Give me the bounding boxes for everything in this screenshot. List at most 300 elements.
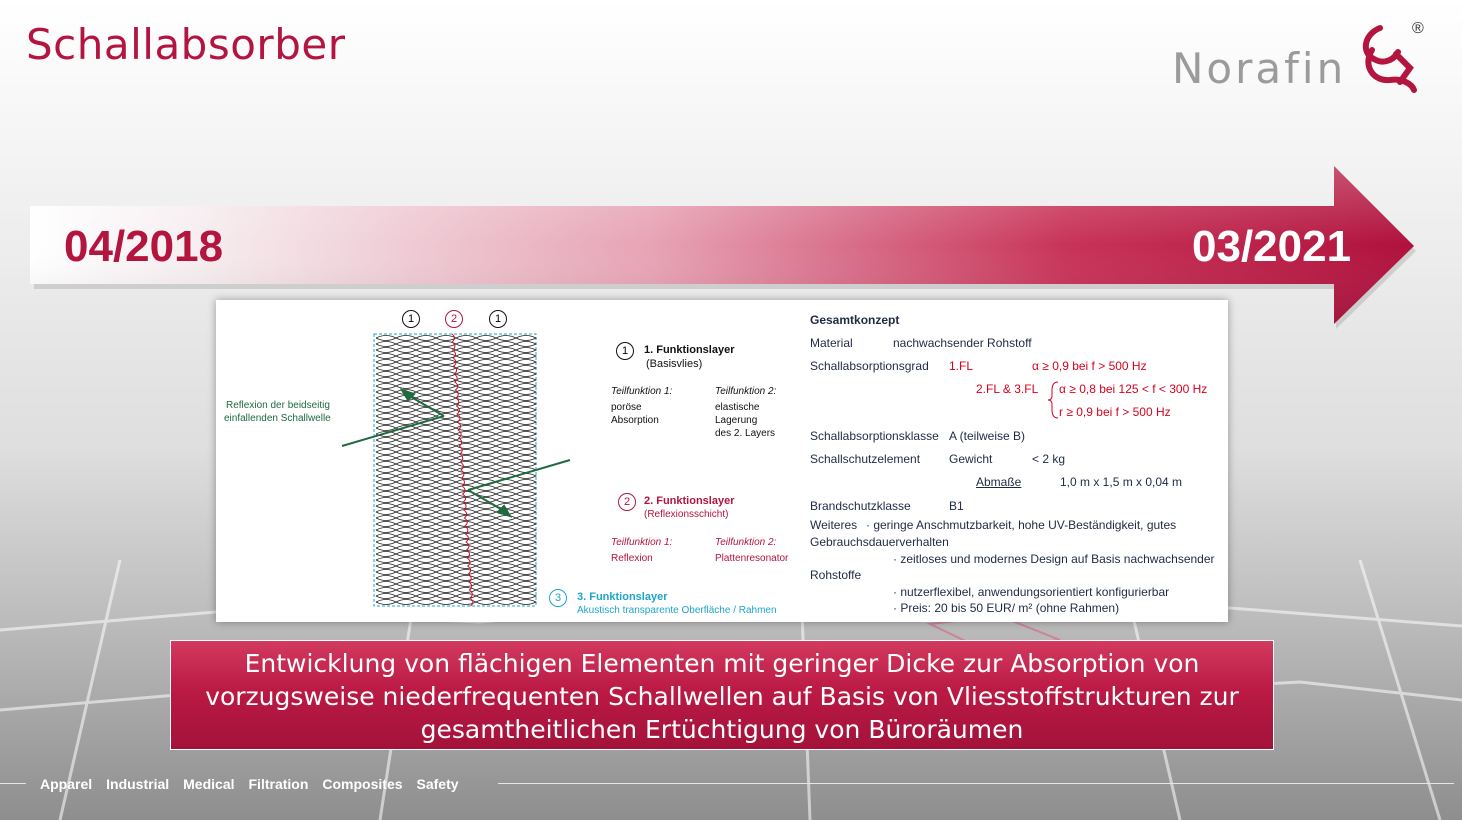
fiber-loop	[376, 444, 396, 449]
reflection-label-1: Reflexion der beidseitig	[226, 400, 330, 411]
fiber-loop	[396, 486, 416, 491]
fiber-loop	[376, 474, 396, 479]
fiber-loop	[516, 396, 536, 401]
fiber-loop	[416, 354, 436, 359]
fiber-loop	[416, 516, 436, 521]
fiber-loop	[436, 468, 456, 473]
footer-link-composites[interactable]: Composites	[322, 776, 403, 792]
fiber-loop	[516, 528, 536, 533]
layer1-title: 1. Funktionslayer	[644, 344, 735, 356]
spec-fl23-value1: α ≥ 0,8 bei 125 < f < 300 Hz	[1059, 382, 1208, 396]
fiber-loop	[376, 420, 396, 425]
fiber-loop	[416, 444, 436, 449]
fiber-loop	[436, 552, 456, 557]
fiber-loop	[416, 588, 436, 593]
fiber-loop	[436, 510, 456, 515]
fiber-loop	[376, 372, 396, 377]
fiber-loop	[516, 402, 536, 407]
fiber-loop	[416, 456, 436, 461]
layer2-sub2-label: Teilfunktion 2:	[715, 537, 777, 548]
footer-divider-right	[498, 783, 1454, 784]
fiber-loop	[396, 366, 416, 371]
banner-line-3: gesamtheitlichen Ertüchtigung von Büroräumen	[420, 715, 1024, 744]
fiber-loop	[436, 498, 456, 503]
fiber-loop	[436, 558, 456, 563]
fiber-loop	[456, 588, 476, 593]
fiber-loop	[476, 420, 496, 425]
fiber-loop	[436, 420, 456, 425]
timeline-end-date: 03/2021	[1192, 222, 1352, 271]
fiber-loop	[476, 348, 496, 353]
fiber-loop	[516, 492, 536, 497]
fiber-loop	[396, 552, 416, 557]
layer-marker-2: 2	[445, 310, 463, 328]
fiber-loop	[396, 414, 416, 419]
spec-more-line5: · nutzerflexibel, anwendungsorientiert konfigurierbar	[893, 585, 1170, 599]
fiber-loop	[496, 582, 516, 587]
fiber-loop	[496, 384, 516, 389]
fiber-loop	[516, 576, 536, 581]
spec-absorption-label: Schallabsorptionsgrad	[810, 359, 929, 373]
fiber-loop	[456, 570, 476, 575]
fiber-loop	[476, 546, 496, 551]
fiber-loop	[516, 462, 536, 467]
fiber-loop	[416, 534, 436, 539]
fiber-loop	[456, 522, 476, 527]
fiber-loop	[456, 378, 476, 383]
spec-weight-label: Gewicht	[949, 452, 993, 466]
fiber-loop	[376, 498, 396, 503]
fiber-loop	[396, 468, 416, 473]
fiber-loop	[436, 444, 456, 449]
fiber-loop	[396, 504, 416, 509]
fiber-loop	[436, 582, 456, 587]
fiber-loop	[456, 354, 476, 359]
fiber-loop	[516, 450, 536, 455]
fiber-loop	[516, 570, 536, 575]
fiber-loop	[436, 480, 456, 485]
layer-structure-diagram	[216, 300, 616, 622]
layer3-title: 3. Funktionslayer	[577, 591, 668, 603]
fiber-loop	[376, 384, 396, 389]
fiber-loop	[496, 588, 516, 593]
fiber-loop	[416, 426, 436, 431]
summary-banner	[170, 640, 1274, 750]
spec-fl23-value2: r ≥ 0,9 bei f > 500 Hz	[1059, 405, 1171, 419]
fiber-loop	[516, 384, 536, 389]
fiber-loop	[376, 534, 396, 539]
fiber-loop	[516, 546, 536, 551]
fiber-loop	[396, 384, 416, 389]
fiber-loop	[396, 540, 416, 545]
fiber-loop	[516, 444, 536, 449]
spec-dims-value: 1,0 m x 1,5 m x 0,04 m	[1060, 475, 1183, 489]
fiber-loop	[456, 456, 476, 461]
fiber-loop	[436, 522, 456, 527]
fiber-loop	[376, 486, 396, 491]
fiber-loop	[396, 360, 416, 365]
fiber-loop	[516, 348, 536, 353]
fiber-loop	[476, 378, 496, 383]
layer1-sub2-line3: des 2. Layers	[715, 428, 776, 439]
fiber-loop	[436, 366, 456, 371]
footer-link-filtration[interactable]: Filtration	[248, 776, 309, 792]
registered-mark: ®	[1412, 20, 1424, 37]
fiber-loop	[516, 582, 536, 587]
fiber-loop	[436, 492, 456, 497]
slide-title: Schallabsorber	[26, 20, 346, 69]
fiber-loop	[376, 408, 396, 413]
spec-material-value: nachwachsender Rohstoff	[893, 336, 1032, 350]
fiber-loop	[376, 336, 396, 341]
fiber-loop	[416, 462, 436, 467]
fiber-loop	[376, 468, 396, 473]
fiber-loop	[476, 438, 496, 443]
fiber-loop	[436, 336, 456, 341]
fiber-loop	[396, 432, 416, 437]
fiber-loop	[496, 528, 516, 533]
fiber-loop	[416, 486, 436, 491]
fiber-loop	[396, 546, 416, 551]
timeline-start-date: 04/2018	[64, 222, 224, 271]
fiber-loop	[496, 486, 516, 491]
fiber-loop	[376, 360, 396, 365]
fiber-loop	[476, 366, 496, 371]
norafin-logo	[1168, 20, 1438, 100]
fiber-loop	[396, 558, 416, 563]
fiber-loop	[376, 438, 396, 443]
fiber-loop	[416, 546, 436, 551]
fiber-loop	[456, 546, 476, 551]
fiber-loop	[376, 378, 396, 383]
fiber-loop	[396, 498, 416, 503]
fiber-loop	[516, 414, 536, 419]
fiber-loop	[496, 414, 516, 419]
fiber-loop	[436, 576, 456, 581]
fiber-loop	[396, 408, 416, 413]
fiber-loop	[496, 426, 516, 431]
fiber-loop	[396, 336, 416, 341]
fiber-loop	[416, 570, 436, 575]
fiber-loop	[416, 498, 436, 503]
spec-fl1-value: α ≥ 0,9 bei f > 500 Hz	[1032, 359, 1147, 373]
fiber-loop	[436, 438, 456, 443]
fiber-loop	[476, 552, 496, 557]
fiber-loop	[476, 432, 496, 437]
fiber-loop	[516, 486, 536, 491]
fiber-loop	[416, 600, 436, 605]
fiber-loop	[496, 432, 516, 437]
fiber-loop	[456, 594, 476, 599]
fiber-loop	[516, 426, 536, 431]
fiber-loop	[456, 558, 476, 563]
fiber-loop	[436, 408, 456, 413]
fiber-loop	[436, 450, 456, 455]
fiber-loop	[516, 516, 536, 521]
layer2-title: 2. Funktionslayer	[644, 495, 735, 507]
fiber-loop	[436, 528, 456, 533]
fiber-loop	[376, 594, 396, 599]
fiber-loop	[416, 594, 436, 599]
fiber-loop	[456, 450, 476, 455]
fiber-loop	[376, 564, 396, 569]
fiber-loop	[476, 468, 496, 473]
fiber-loop	[496, 492, 516, 497]
fiber-loop	[496, 360, 516, 365]
fiber-loop	[396, 462, 416, 467]
fiber-loop	[376, 396, 396, 401]
fiber-loop	[496, 558, 516, 563]
fiber-loop	[496, 600, 516, 605]
fiber-loop	[516, 510, 536, 515]
fiber-loop	[476, 558, 496, 563]
fiber-loop	[516, 336, 536, 341]
banner-line-2: vorzugsweise niederfrequenten Schallwellen auf Basis von Vliesstoffstrukturen zur	[205, 682, 1239, 711]
fiber-loop	[416, 372, 436, 377]
fiber-loop	[516, 522, 536, 527]
fiber-loop	[436, 432, 456, 437]
footer-link-medical[interactable]: Medical	[183, 776, 235, 792]
fiber-loop	[476, 396, 496, 401]
fiber-loop	[416, 432, 436, 437]
fiber-loop	[496, 444, 516, 449]
fiber-loop	[436, 426, 456, 431]
fiber-loop	[396, 528, 416, 533]
fiber-loop	[376, 366, 396, 371]
fiber-loop	[416, 474, 436, 479]
fiber-loop	[516, 534, 536, 539]
fiber-loop	[436, 588, 456, 593]
fiber-loop	[396, 594, 416, 599]
fiber-loop	[396, 570, 416, 575]
fiber-loop	[496, 390, 516, 395]
logo-knot-icon	[1354, 24, 1418, 94]
fiber-loop	[456, 390, 476, 395]
fiber-loop	[476, 594, 496, 599]
fiber-loop	[396, 354, 416, 359]
fiber-loop	[416, 552, 436, 557]
fiber-loop	[376, 354, 396, 359]
fiber-loop	[376, 576, 396, 581]
fiber-loop	[496, 366, 516, 371]
fiber-loop	[376, 582, 396, 587]
fiber-loop	[376, 456, 396, 461]
fiber-loop	[436, 474, 456, 479]
spec-class-value: A (teilweise B)	[949, 429, 1026, 443]
fiber-loop	[416, 564, 436, 569]
layer2-sub1-text: Reflexion	[611, 553, 653, 564]
fiber-loop	[416, 540, 436, 545]
fiber-loop	[396, 516, 416, 521]
fiber-loop	[416, 378, 436, 383]
fiber-loop	[436, 390, 456, 395]
fiber-loop	[516, 498, 536, 503]
fiber-loop	[416, 468, 436, 473]
fiber-loop	[376, 504, 396, 509]
fiber-loop	[516, 390, 536, 395]
fiber-loop	[456, 564, 476, 569]
fiber-loop	[376, 516, 396, 521]
fiber-loop	[396, 372, 416, 377]
fiber-loop	[416, 348, 436, 353]
fiber-loop	[376, 570, 396, 575]
fiber-loop	[376, 522, 396, 527]
spec-more-line6: · Preis: 20 bis 50 EUR/ m² (ohne Rahmen)	[893, 601, 1120, 615]
spec-class-label: Schallabsorptionsklasse	[810, 429, 939, 443]
footer-link-apparel[interactable]: Apparel	[40, 776, 93, 792]
fiber-loop	[476, 456, 496, 461]
layer-marker-1a: 1	[402, 310, 420, 328]
fiber-loop	[516, 504, 536, 509]
fiber-loop	[496, 576, 516, 581]
fiber-loop	[496, 420, 516, 425]
reflection-label-2: einfallenden Schallwelle	[224, 413, 331, 424]
fiber-loop	[496, 564, 516, 569]
fiber-loop	[516, 366, 536, 371]
fiber-loop	[496, 372, 516, 377]
fiber-loop	[376, 402, 396, 407]
fiber-loop	[496, 498, 516, 503]
fiber-loop	[396, 534, 416, 539]
spec-heading: Gesamtkonzept	[810, 313, 900, 327]
fiber-loop	[436, 546, 456, 551]
fiber-loop	[376, 348, 396, 353]
fiber-loop	[456, 372, 476, 377]
fiber-loop	[416, 384, 436, 389]
layer3-number: 3	[549, 589, 567, 607]
fiber-loop	[456, 384, 476, 389]
fiber-loop	[456, 396, 476, 401]
spec-weight-value: < 2 kg	[1032, 452, 1066, 466]
layer1-sub1-label: Teilfunktion 1:	[611, 386, 673, 397]
fiber-loop	[436, 396, 456, 401]
fiber-loop	[516, 420, 536, 425]
fiber-loop	[376, 540, 396, 545]
fiber-loop	[496, 342, 516, 347]
footer-nav	[40, 776, 459, 792]
fiber-loop	[436, 384, 456, 389]
fiber-loop	[396, 522, 416, 527]
fiber-loop	[496, 402, 516, 407]
fiber-loop	[496, 456, 516, 461]
layer1-number: 1	[616, 342, 634, 360]
layer2-sub2-text: Plattenresonator	[715, 553, 789, 564]
footer-link-safety[interactable]: Safety	[416, 776, 459, 792]
fiber-loop	[516, 408, 536, 413]
fiber-loop	[516, 342, 536, 347]
fiber-loop	[456, 480, 476, 485]
fiber-loop	[496, 468, 516, 473]
layer2-number: 2	[618, 493, 636, 511]
fiber-loop	[476, 564, 496, 569]
fiber-loop	[416, 528, 436, 533]
spec-element-label: Schallschutzelement	[810, 452, 921, 466]
spec-more-line4: Rohstoffe	[810, 568, 862, 582]
fiber-loop	[516, 354, 536, 359]
footer-link-industrial[interactable]: Industrial	[106, 776, 170, 792]
fiber-loop	[496, 450, 516, 455]
layer3-subtitle: Akustisch transparente Oberfläche / Rahmen	[577, 605, 777, 616]
fiber-loop	[476, 414, 496, 419]
fiber-loop	[416, 366, 436, 371]
spec-fire-label: Brandschutzklasse	[810, 499, 911, 513]
fiber-loop	[376, 510, 396, 515]
fiber-loop	[456, 342, 476, 347]
banner-line-1: Entwicklung von flächigen Elementen mit geringer Dicke zur Absorption von	[244, 649, 1200, 678]
fiber-loop	[496, 522, 516, 527]
fiber-loop	[476, 522, 496, 527]
fiber-loop	[436, 516, 456, 521]
fiber-loop	[376, 492, 396, 497]
fiber-loop	[376, 546, 396, 551]
fiber-loop	[476, 336, 496, 341]
fiber-loop	[396, 342, 416, 347]
fiber-loop	[516, 456, 536, 461]
fiber-loop	[476, 534, 496, 539]
fiber-loop	[396, 438, 416, 443]
fiber-loop	[436, 570, 456, 575]
fiber-loop	[436, 372, 456, 377]
fiber-loop	[476, 390, 496, 395]
fiber-loop	[436, 456, 456, 461]
fiber-loop	[436, 462, 456, 467]
fiber-loop	[376, 480, 396, 485]
spec-more-line1: · geringe Anschmutzbarkeit, hohe UV-Beständigkeit, gutes	[866, 518, 1177, 532]
layer1-sub1-line1: poröse	[611, 402, 642, 413]
fiber-loop	[436, 534, 456, 539]
fiber-loop	[396, 474, 416, 479]
fiber-loop	[516, 564, 536, 569]
fiber-loop	[436, 402, 456, 407]
spec-fl1: 1.FL	[949, 359, 974, 373]
fiber-loop	[516, 378, 536, 383]
fiber-loop	[376, 390, 396, 395]
fiber-loop	[436, 564, 456, 569]
fiber-loop	[456, 336, 476, 341]
fiber-loop	[416, 390, 436, 395]
fiber-loop	[416, 336, 436, 341]
fiber-loop	[456, 360, 476, 365]
fiber-loop	[376, 450, 396, 455]
fiber-loop	[456, 552, 476, 557]
fiber-loop	[416, 480, 436, 485]
fiber-loop	[456, 366, 476, 371]
fiber-loop	[376, 528, 396, 533]
fiber-loop	[496, 546, 516, 551]
fiber-loop	[476, 342, 496, 347]
fiber-loop	[416, 558, 436, 563]
layer2-subtitle: (Reflexionsschicht)	[644, 509, 729, 520]
fiber-loop	[456, 462, 476, 467]
fiber-loop	[416, 396, 436, 401]
fiber-loop	[396, 450, 416, 455]
fiber-loop	[396, 510, 416, 515]
fiber-loop	[476, 582, 496, 587]
fiber-loop	[396, 576, 416, 581]
fiber-loop	[396, 600, 416, 605]
fiber-loop	[476, 384, 496, 389]
fiber-loop	[476, 510, 496, 515]
fiber-loop	[436, 486, 456, 491]
fiber-loop	[396, 348, 416, 353]
fiber-loop	[476, 600, 496, 605]
footer-divider-left	[0, 783, 26, 784]
fiber-loop	[476, 462, 496, 467]
spec-more-label: Weiteres	[810, 518, 858, 532]
spec-more-line2: Gebrauchsdauerverhalten	[810, 535, 949, 549]
fiber-loop	[396, 564, 416, 569]
fiber-loop	[516, 594, 536, 599]
